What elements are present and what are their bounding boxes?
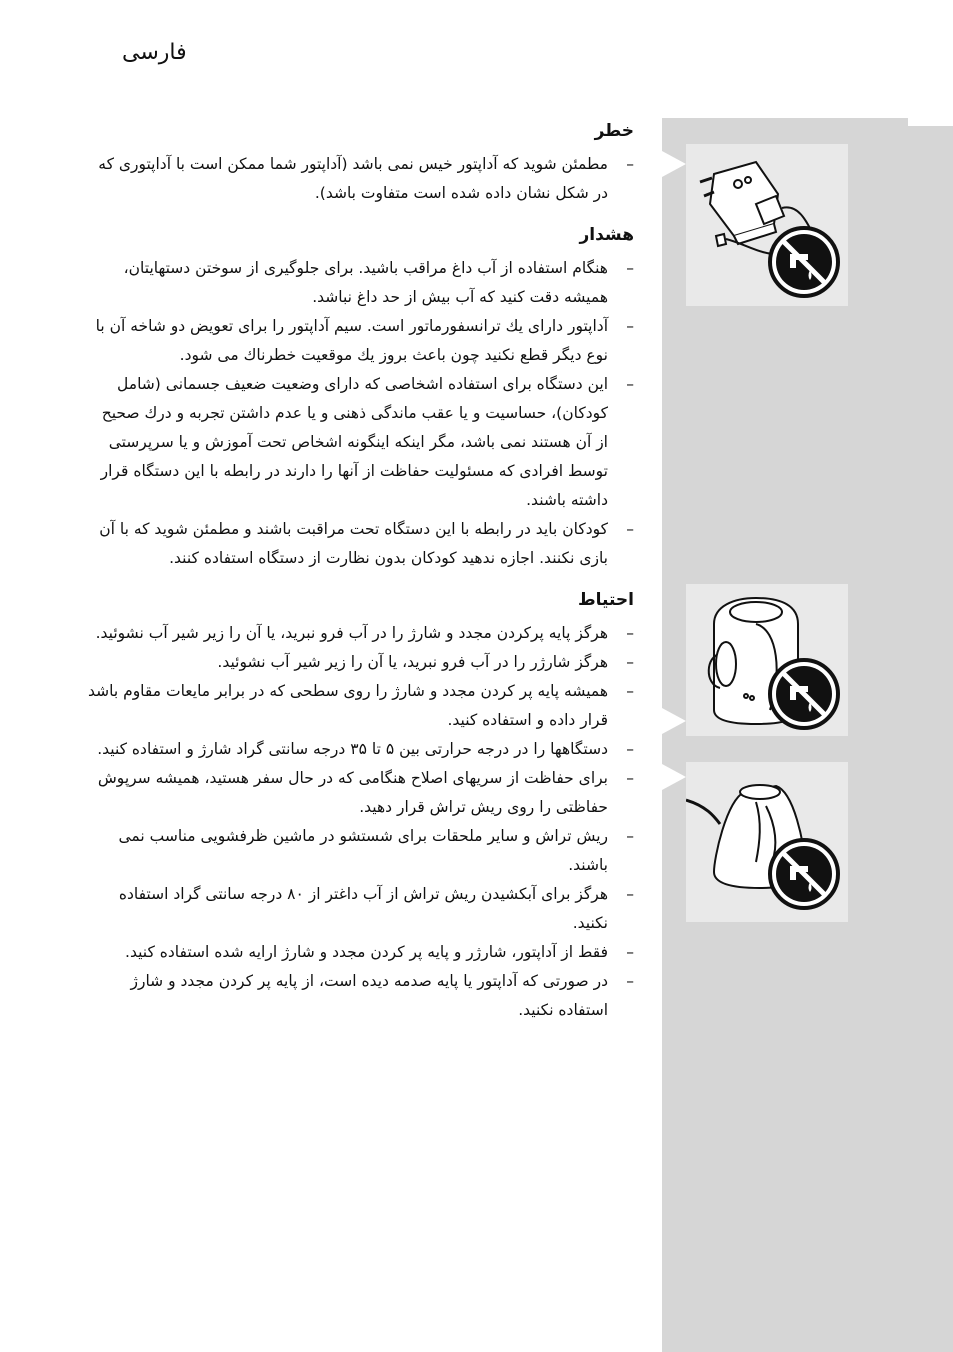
list-item: – هرگز برای آبکشیدن ریش تراش از آب داغتر از ۸۰ درجه سانتی گراد استفاده نکنید. — [118, 885, 634, 932]
list-item: – هنگام استفاده از آب داغ مراقب باشید. برای جلوگیری از سوختن دستهایتان، همیشه دقت کنید که آب بیش از حد داغ نباشد. — [123, 259, 634, 306]
section-title-warning: هشدار — [579, 225, 634, 245]
caution-list — [88, 619, 634, 1025]
list-item: – همیشه پایه پر کردن مجدد و شارژ را روی سطحی که در برابر مایعات مقاوم باشد قرار داده و استفاده کنید. — [88, 682, 634, 729]
charging-stand-no-water-icon — [686, 762, 848, 922]
charging-stand-panel — [686, 762, 848, 922]
adapter-no-water-icon — [686, 144, 848, 306]
section-title-danger: خطر — [594, 121, 634, 141]
sidebar-notch — [908, 118, 953, 126]
list-item: – این دستگاه برای استفاده اشخاصی که دارای وضعیت ضعیف جسمانی (شامل کودکان)، حساسیت و یا عقب ماندگی ذهنی و یا عدم داشتن تجربه و درك صحیح از آن هستند نمی باشد، مگر اینکه اینگونه اشخاص تحت آموزش و یا سرپرستی توسط افرادی که مسئولیت حفاظت از آنها را دارند در رابطه با این دستگاه قرار داشته باشند. — [100, 375, 634, 509]
charger-panel — [686, 584, 848, 736]
adapter-panel-pointer — [662, 151, 686, 177]
list-item: – هرگز شارژر را در آب فرو نبرید، یا آن را زیر شیر آب نشوئید. — [217, 653, 634, 671]
section-title-caution: احتیاط — [578, 590, 634, 610]
language-label: فارسی — [122, 40, 187, 65]
charger-panel-pointer — [662, 708, 686, 734]
warning-list — [88, 254, 634, 573]
danger-list — [88, 150, 634, 208]
list-item: – آداپتور دارای یك ترانسفورماتور است. سیم آداپتور را برای تعویض دو شاخه آن با نوع دیگر قطع نکنید چون باعث بروز یك موقعیت خطرناك می شود. — [95, 317, 634, 364]
list-item: – فقط از آداپتور، شارژر و پایه پر کردن مجدد و شارژ ارایه شده استفاده کنید. — [125, 943, 634, 961]
list-item: – مطمئن شوید که آداپتور خیس نمی باشد (آداپتور شما ممکن است با آداپتوری که در شکل نشان داده شده است متفاوت باشد). — [98, 155, 634, 202]
adapter-panel — [686, 144, 848, 306]
charger-no-water-icon — [686, 584, 848, 736]
list-item: – هرگز پایه پرکردن مجدد و شارژ را در آب فرو نبرید، یا آن را زیر شیر آب نشوئید. — [95, 624, 634, 642]
list-item: – در صورتی که آداپتور یا پایه صدمه دیده است، از پایه پر کردن مجدد و شارژ استفاده نکنید. — [130, 972, 634, 1019]
list-item: – کودکان باید در رابطه با این دستگاه تحت مراقبت باشند و مطمئن شوید که با آن بازی نکنند. اجازه ندهید کودکان بدون نظارت از دستگاه استفاده کنند. — [99, 520, 634, 567]
list-item: – برای حفاظت از سریهای اصلاح هنگامی که در حال سفر هستید، همیشه سرپوش حفاظتی را روی ریش تراش قرار دهید. — [97, 769, 634, 816]
list-item: – ریش تراش و سایر ملحقات برای شستشو در ماشین ظرفشویی مناسب نمی باشند. — [118, 827, 634, 874]
list-item: – دستگاهها را در درجه حرارتی بین ۵ تا ۳۵ درجه سانتی گراد شارژ و استفاده کنید. — [97, 740, 634, 758]
charging-stand-panel-pointer — [662, 764, 686, 790]
safety-content — [88, 118, 634, 1039]
